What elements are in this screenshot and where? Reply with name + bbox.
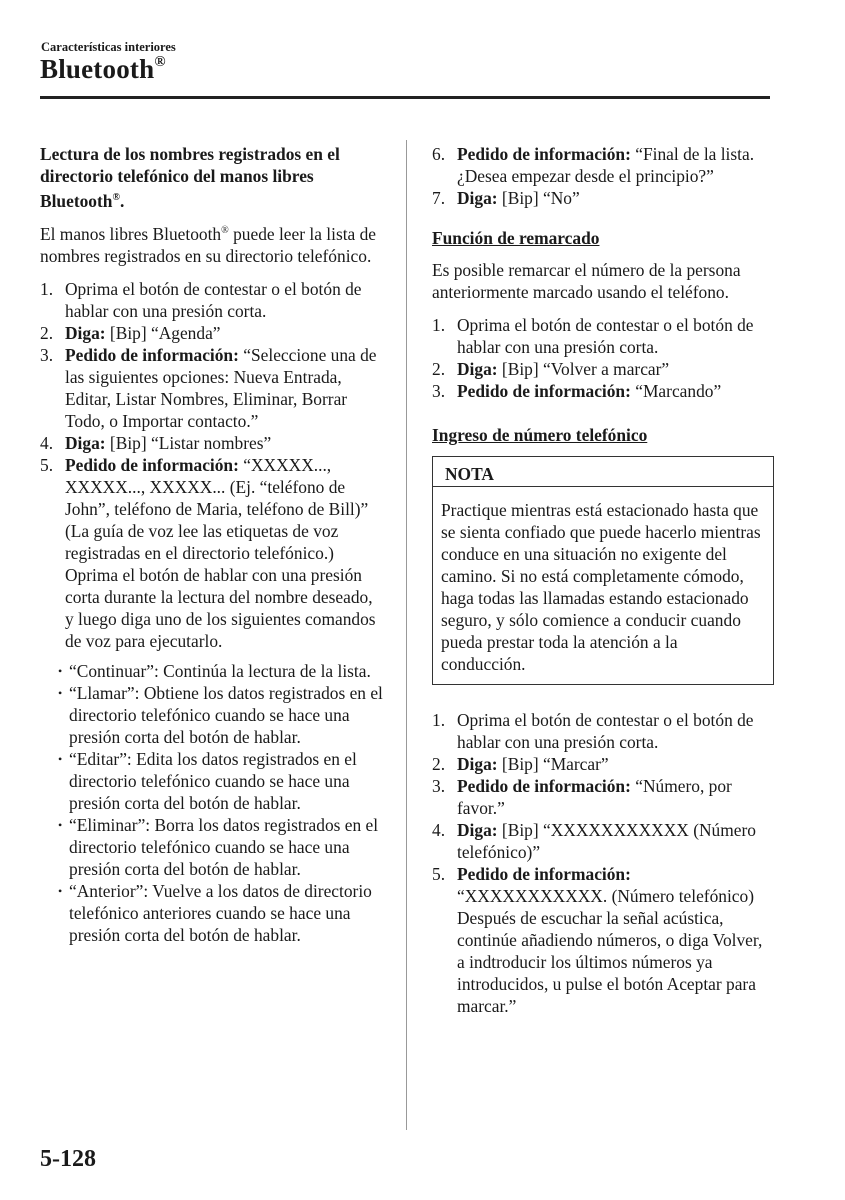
step-item: 1. Oprima el botón de contestar o el botón de hablar con una presión corta. (40, 278, 362, 321)
left-column (40, 143, 385, 946)
number-entry-heading: Ingreso de número telefónico (432, 425, 648, 445)
list-item: • “Continuar”: Continúa la lectura de la lista. (58, 660, 371, 681)
step-item: 2. Diga: [Bip] “Volver a marcar” (432, 359, 670, 379)
phonebook-steps-continued (432, 143, 774, 209)
step-item: 6. Pedido de información: “Final de la lista. ¿Desea empezar desde el principio?” (432, 144, 755, 186)
redial-steps (432, 314, 774, 402)
page-title: Bluetooth® (40, 54, 166, 84)
step-item: 3. Pedido de información: “Número, por favor.” (432, 776, 732, 818)
step-item: 4. Diga: [Bip] “Listar nombres” (40, 432, 272, 453)
step-item: 2. Diga: [Bip] “Marcar” (432, 754, 609, 774)
phonebook-read-intro: El manos libres Bluetooth® puede leer la lista de nombres registrados en su directorio telefónico. (40, 223, 377, 266)
redial-intro: Es posible remarcar el número de la persona anteriormente marcado usando el teléfono. (432, 260, 741, 302)
note-text: Practique mientras está estacionado hasta que se sienta confiado que puede hacerlo mientras conduce en una situación no exigente del camino. Si no está completamente cómodo, haga todas las llamadas estando estacionado seguro, y sólo comience a conducir cuando pueda prestar toda la atención a la conducción. (441, 500, 761, 674)
page-number: 5-128 (40, 1146, 96, 1172)
voice-commands-list (40, 660, 385, 946)
step-item: 1. Oprima el botón de contestar o el botón de hablar con una presión corta. (432, 710, 754, 752)
step-extra: Oprima el botón de hablar con una presión corta durante la lectura del nombre deseado, y luego diga uno de los siguientes comandos de voz para ejecutarlo. (65, 564, 376, 651)
number-entry-steps (432, 709, 774, 1017)
registered-mark: ® (154, 54, 166, 70)
step-item: 7. Diga: [Bip] “No” (432, 188, 580, 208)
title-rule (40, 96, 770, 99)
step-item: 3. Pedido de información: “Seleccione una de las siguientes opciones: Nueva Entrada, Editar, Listar Nombres, Eliminar, Borrar Todo, o Importar contacto.” (40, 344, 377, 431)
list-item: • “Editar”: Edita los datos registrados en el directorio telefónico cuando se hace una presión corta del botón de hablar. (58, 748, 357, 813)
column-divider (406, 140, 407, 1130)
redial-heading: Función de remarcado (432, 228, 600, 248)
step-item: 5. Pedido de información: “XXXXX..., XXXXX..., XXXXX... (Ej. “teléfono de John”, teléfono de Maria, teléfono de Bill)” (La guía de voz lee las etiquetas de voz registradas en el directorio telefónico.) Oprima el botón de hablar con una presión corta durante la lectura del nombre deseado, y luego diga uno de los siguientes comandos de voz para ejecutarlo. (40, 454, 376, 651)
list-item: • “Anterior”: Vuelve a los datos de directorio telefónico anteriores cuando se hace una presión corta del botón de hablar. (58, 880, 372, 945)
note-box (432, 456, 774, 685)
right-column (432, 143, 774, 1017)
phonebook-steps (40, 278, 385, 652)
step-item: 4. Diga: [Bip] “XXXXXXXXXXX (Número telefónico)” (432, 820, 756, 862)
section-label: Características interiores (41, 40, 176, 54)
step-item: 2. Diga: [Bip] “Agenda” (40, 322, 221, 343)
step-item: 3. Pedido de información: “Marcando” (432, 381, 722, 401)
phonebook-read-heading: Lectura de los nombres registrados en el directorio telefónico del manos libres Bluetooth®. (40, 144, 340, 211)
step-item: 1. Oprima el botón de contestar o el botón de hablar con una presión corta. (432, 315, 754, 357)
list-item: • “Llamar”: Obtiene los datos registrados en el directorio telefónico cuando se hace una presión corta del botón de hablar. (58, 682, 383, 747)
note-title: NOTA (433, 457, 773, 487)
step-item: 5. Pedido de información: “XXXXXXXXXXX. (Número telefónico) Después de escuchar la señal acústica, continúe añadiendo números, o diga Volver, a indtroducir los últimos números ya introducidos, u pulse el botón Aceptar para marcar.” (432, 864, 763, 1016)
list-item: • “Eliminar”: Borra los datos registrados en el directorio telefónico cuando se hace una presión corta del botón de hablar. (58, 814, 379, 879)
